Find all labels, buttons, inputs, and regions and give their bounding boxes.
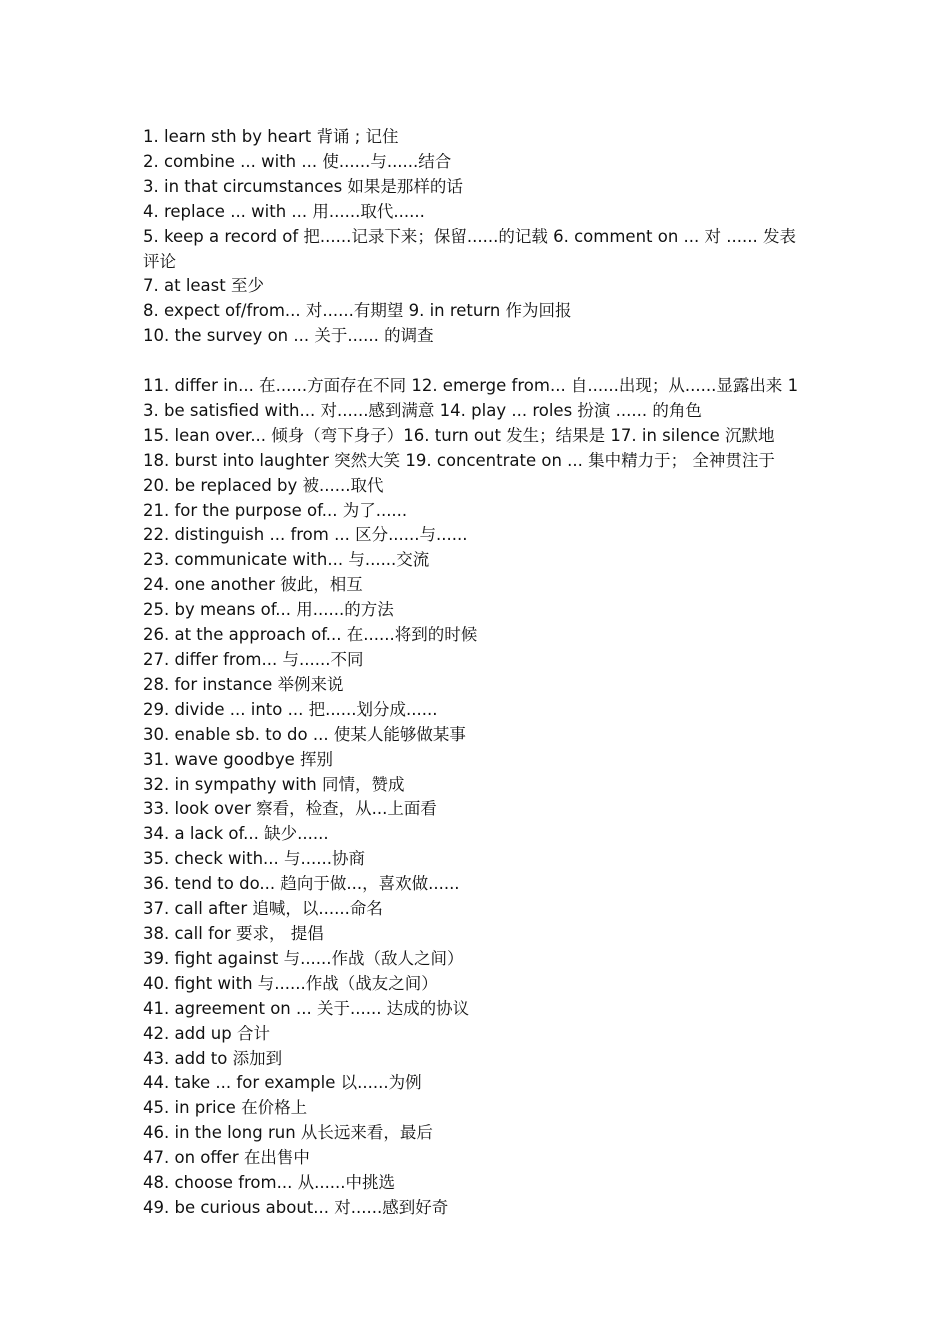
phrase-line: 35. check with... 与......协商 <box>143 849 365 869</box>
phrase-line: 41. agreement on ... 关于...... 达成的协议 <box>143 998 470 1018</box>
phrase-line: 11. differ in... 在......方面存在不同 12. emerge from... 自......出现；从......显露出来 13. be satisfied with... 对......感到满意 14. play ... roles 扮演 ...... 的角色 <box>143 376 799 420</box>
phrase-line: 8. expect of/from... 对......有期望 9. in return 作为回报 <box>143 301 572 321</box>
phrase-line: 29. divide ... into ... 把......划分成...... <box>143 699 438 719</box>
phrase-line: 42. add up 合计 <box>143 1023 270 1043</box>
phrase-line: 27. differ from... 与......不同 <box>143 650 364 670</box>
phrase-line: 38. call for 要求， 提倡 <box>143 923 324 943</box>
phrase-line: 33. look over 察看，检查，从...上面看 <box>143 799 437 819</box>
phrase-line: 25. by means of... 用......的方法 <box>143 600 394 620</box>
phrase-line: 49. be curious about... 对......感到好奇 <box>143 1197 449 1217</box>
phrase-list-block-2 <box>143 374 809 1221</box>
phrase-line: 40. fight with 与......作战（战友之间） <box>143 973 438 993</box>
phrase-line: 37. call after 追喊，以......命名 <box>143 899 383 919</box>
phrase-line: 30. enable sb. to do ... 使某人能够做某事 <box>143 724 466 744</box>
phrase-line: 18. burst into laughter 突然大笑 19. concentrate on ... 集中精力于； 全神贯注于 <box>143 450 775 470</box>
phrase-line: 10. the survey on ... 关于...... 的调查 <box>143 326 434 346</box>
phrase-line: 1. learn sth by heart 背诵 ; 记住 <box>143 127 399 146</box>
phrase-line: 48. choose from... 从......中挑选 <box>143 1173 396 1193</box>
phrase-line: 4. replace ... with ... 用......取代...... <box>143 201 425 221</box>
phrase-line: 36. tend to do... 趋向于做...，喜欢做...... <box>143 874 460 894</box>
phrase-line: 26. at the approach of... 在......将到的时候 <box>143 625 478 645</box>
phrase-line: 28. for instance 举例来说 <box>143 674 344 694</box>
phrase-line: 43. add to 添加到 <box>143 1048 283 1068</box>
phrase-line: 47. on offer 在出售中 <box>143 1148 310 1168</box>
document-page <box>143 125 809 1221</box>
phrase-line: 46. in the long run 从长远来看，最后 <box>143 1123 433 1143</box>
phrase-line: 5. keep a record of 把......记录下来；保留......的记载 6. comment on ... 对 ...... 发表评论 <box>143 226 796 271</box>
phrase-line: 44. take ... for example 以......为例 <box>143 1073 422 1093</box>
phrase-line: 22. distinguish ... from ... 区分......与...... <box>143 525 468 545</box>
phrase-line: 21. for the purpose of... 为了...... <box>143 500 408 520</box>
phrase-line: 34. a lack of... 缺少...... <box>143 824 329 844</box>
phrase-line: 32. in sympathy with 同情，赞成 <box>143 774 405 794</box>
phrase-line: 31. wave goodbye 挥别 <box>143 749 334 769</box>
phrase-line: 20. be replaced by 被......取代 <box>143 475 384 495</box>
phrase-line: 3. in that circumstances 如果是那样的话 <box>143 176 463 196</box>
phrase-line: 24. one another 彼此，相互 <box>143 575 363 595</box>
phrase-line: 15. lean over... 倾身（弯下身子）16. turn out 发生；结果是 17. in silence 沉默地 <box>143 425 775 445</box>
phrase-line: 7. at least 至少 <box>143 276 264 296</box>
phrase-list-block-1 <box>143 125 809 349</box>
paragraph-gap <box>143 349 809 374</box>
phrase-line: 45. in price 在价格上 <box>143 1098 308 1118</box>
phrase-line: 2. combine ... with ... 使......与......结合 <box>143 151 452 171</box>
phrase-line: 39. fight against 与......作战（敌人之间） <box>143 948 464 968</box>
phrase-line: 23. communicate with... 与......交流 <box>143 550 430 570</box>
